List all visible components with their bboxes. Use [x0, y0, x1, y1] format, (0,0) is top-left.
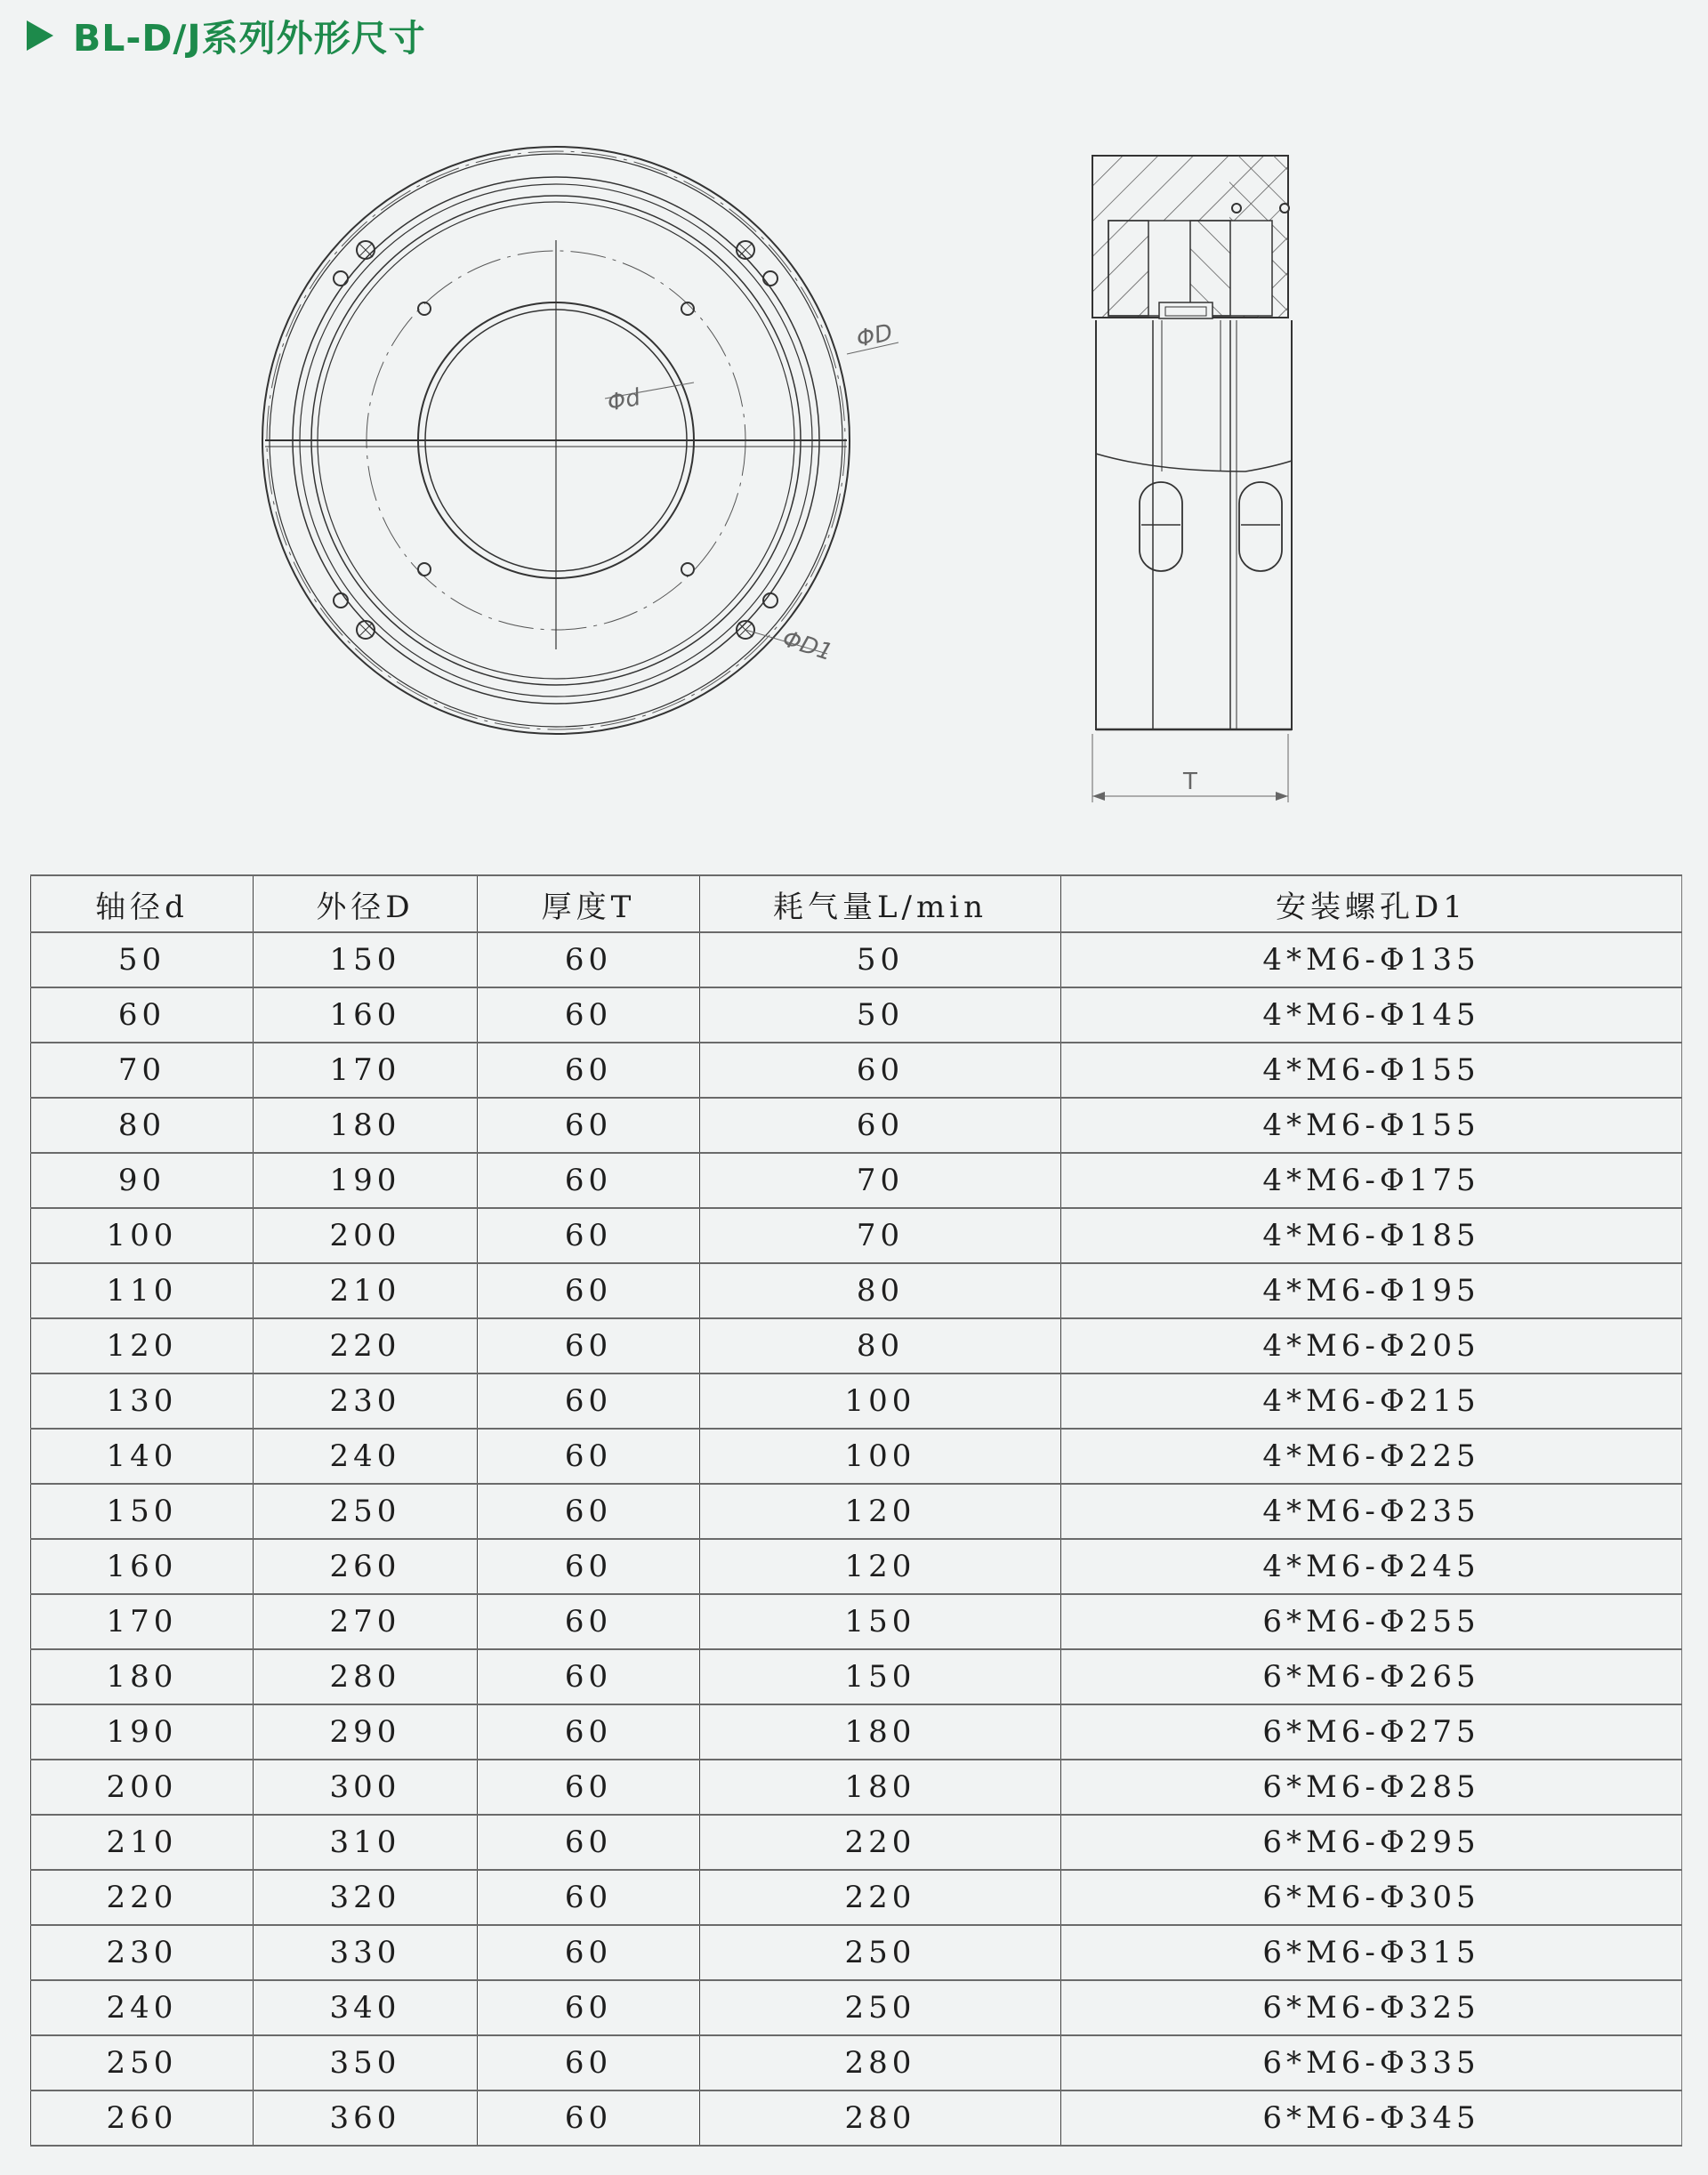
table-row — [31, 2090, 1682, 2146]
table-body — [31, 932, 1682, 2146]
table-cell: 60 — [478, 1539, 700, 1594]
table-cell: 60 — [478, 1980, 700, 2035]
table-cell: 160 — [31, 1539, 254, 1594]
table-cell: 90 — [31, 1153, 254, 1208]
table-cell: 60 — [700, 1098, 1061, 1153]
table-cell: 6*M6-Φ265 — [1061, 1649, 1682, 1704]
table-cell: 60 — [478, 2035, 700, 2090]
table-cell: 340 — [254, 1980, 478, 2035]
table-row — [31, 1980, 1682, 2035]
section-title — [27, 9, 426, 61]
table-cell: 6*M6-Φ305 — [1061, 1870, 1682, 1925]
triangle-arrow-icon — [27, 20, 53, 51]
table-cell: 180 — [254, 1098, 478, 1153]
table-row — [31, 1043, 1682, 1098]
technical-drawing — [0, 116, 1708, 827]
table-cell: 4*M6-Φ215 — [1061, 1373, 1682, 1429]
table-row — [31, 1649, 1682, 1704]
table-cell: 60 — [478, 1429, 700, 1484]
table-cell: 220 — [254, 1318, 478, 1373]
table-cell: 220 — [700, 1815, 1061, 1870]
table-cell: 4*M6-Φ245 — [1061, 1539, 1682, 1594]
column-header: 轴径d — [31, 875, 254, 932]
table-cell: 60 — [478, 1649, 700, 1704]
table-cell: 60 — [478, 1925, 700, 1980]
table-cell: 4*M6-Φ205 — [1061, 1318, 1682, 1373]
table-cell: 160 — [254, 987, 478, 1043]
table-row — [31, 1208, 1682, 1263]
table-cell: 220 — [700, 1870, 1061, 1925]
table-cell: 6*M6-Φ285 — [1061, 1760, 1682, 1815]
table-row — [31, 1484, 1682, 1539]
table-row — [31, 1373, 1682, 1429]
table-cell: 50 — [700, 987, 1061, 1043]
table-cell: 60 — [478, 1043, 700, 1098]
table-cell: 6*M6-Φ255 — [1061, 1594, 1682, 1649]
table-cell: 80 — [31, 1098, 254, 1153]
table-cell: 4*M6-Φ155 — [1061, 1043, 1682, 1098]
table-row — [31, 1760, 1682, 1815]
table-cell: 60 — [700, 1043, 1061, 1098]
table-cell: 60 — [478, 1594, 700, 1649]
table-cell: 270 — [254, 1594, 478, 1649]
table-cell: 50 — [31, 932, 254, 987]
table-cell: 80 — [700, 1263, 1061, 1318]
table-cell: 110 — [31, 1263, 254, 1318]
drawing-svg — [0, 116, 1708, 827]
table-cell: 260 — [31, 2090, 254, 2146]
table-cell: 260 — [254, 1539, 478, 1594]
table-cell: 80 — [700, 1318, 1061, 1373]
table-cell: 320 — [254, 1870, 478, 1925]
table-cell: 210 — [254, 1263, 478, 1318]
table-cell: 60 — [478, 987, 700, 1043]
table-cell: 6*M6-Φ335 — [1061, 2035, 1682, 2090]
table-cell: 150 — [700, 1594, 1061, 1649]
table-cell: 140 — [31, 1429, 254, 1484]
table-cell: 130 — [31, 1373, 254, 1429]
table-cell: 280 — [700, 2090, 1061, 2146]
table-cell: 100 — [31, 1208, 254, 1263]
table-cell: 4*M6-Φ135 — [1061, 932, 1682, 987]
table-cell: 60 — [478, 1098, 700, 1153]
table-cell: 310 — [254, 1815, 478, 1870]
table-cell: 180 — [700, 1760, 1061, 1815]
table-cell: 6*M6-Φ345 — [1061, 2090, 1682, 2146]
table-cell: 200 — [31, 1760, 254, 1815]
table-cell: 150 — [700, 1649, 1061, 1704]
table-row — [31, 1098, 1682, 1153]
table-cell: 150 — [31, 1484, 254, 1539]
table-cell: 60 — [478, 2090, 700, 2146]
table-cell: 350 — [254, 2035, 478, 2090]
table-cell: 120 — [700, 1484, 1061, 1539]
table-cell: 230 — [31, 1925, 254, 1980]
table-cell: 300 — [254, 1760, 478, 1815]
table-cell: 4*M6-Φ185 — [1061, 1208, 1682, 1263]
table-cell: 60 — [478, 1870, 700, 1925]
table-cell: 200 — [254, 1208, 478, 1263]
section-title-text: BL-D/J系列外形尺寸 — [73, 17, 426, 60]
table-cell: 4*M6-Φ175 — [1061, 1153, 1682, 1208]
label-T: T — [1183, 769, 1197, 795]
table-row — [31, 1429, 1682, 1484]
table-cell: 4*M6-Φ155 — [1061, 1098, 1682, 1153]
table-cell: 60 — [478, 1263, 700, 1318]
table-cell: 220 — [31, 1870, 254, 1925]
table-cell: 190 — [254, 1153, 478, 1208]
table-cell: 60 — [478, 1153, 700, 1208]
table-cell: 180 — [31, 1649, 254, 1704]
table-row — [31, 1539, 1682, 1594]
label-D: ΦD — [854, 319, 896, 353]
table-cell: 100 — [700, 1373, 1061, 1429]
table-cell: 60 — [478, 1760, 700, 1815]
table-header-row — [31, 875, 1682, 932]
table-cell: 50 — [700, 932, 1061, 987]
table-cell: 170 — [31, 1594, 254, 1649]
table-cell: 70 — [31, 1043, 254, 1098]
table-cell: 4*M6-Φ235 — [1061, 1484, 1682, 1539]
table-cell: 4*M6-Φ195 — [1061, 1263, 1682, 1318]
table-row — [31, 1870, 1682, 1925]
table-cell: 60 — [31, 987, 254, 1043]
table-cell: 150 — [254, 932, 478, 987]
table-cell: 70 — [700, 1153, 1061, 1208]
table-cell: 170 — [254, 1043, 478, 1098]
table-cell: 180 — [700, 1704, 1061, 1760]
table-cell: 6*M6-Φ315 — [1061, 1925, 1682, 1980]
table-cell: 6*M6-Φ325 — [1061, 1980, 1682, 2035]
table-cell: 280 — [700, 2035, 1061, 2090]
table-cell: 210 — [31, 1815, 254, 1870]
label-d: Φd — [605, 383, 643, 417]
table-cell: 240 — [254, 1429, 478, 1484]
table-cell: 120 — [700, 1539, 1061, 1594]
table-cell: 60 — [478, 1815, 700, 1870]
table-row — [31, 987, 1682, 1043]
table-row — [31, 1815, 1682, 1870]
side-view — [1092, 156, 1292, 802]
table-cell: 60 — [478, 1704, 700, 1760]
table-row — [31, 2035, 1682, 2090]
table-cell: 330 — [254, 1925, 478, 1980]
table-cell: 290 — [254, 1704, 478, 1760]
table-cell: 60 — [478, 1318, 700, 1373]
table-cell: 250 — [31, 2035, 254, 2090]
table-row — [31, 1318, 1682, 1373]
table-cell: 100 — [700, 1429, 1061, 1484]
table-cell: 240 — [31, 1980, 254, 2035]
table-cell: 60 — [478, 1208, 700, 1263]
table-row — [31, 1153, 1682, 1208]
table-cell: 360 — [254, 2090, 478, 2146]
table-cell: 4*M6-Φ145 — [1061, 987, 1682, 1043]
column-header: 安装螺孔D1 — [1061, 875, 1682, 932]
table-row — [31, 1704, 1682, 1760]
column-header: 外径D — [254, 875, 478, 932]
table-cell: 60 — [478, 1373, 700, 1429]
column-header: 厚度T — [478, 875, 700, 932]
table-row — [31, 1925, 1682, 1980]
table-cell: 280 — [254, 1649, 478, 1704]
table-cell: 60 — [478, 932, 700, 987]
table-row — [31, 1594, 1682, 1649]
table-row — [31, 932, 1682, 987]
table-cell: 250 — [700, 1925, 1061, 1980]
table-cell: 4*M6-Φ225 — [1061, 1429, 1682, 1484]
table-cell: 120 — [31, 1318, 254, 1373]
table-cell: 70 — [700, 1208, 1061, 1263]
table-row — [31, 1263, 1682, 1318]
label-D1: ΦD1 — [778, 625, 836, 667]
table-cell: 60 — [478, 1484, 700, 1539]
table-cell: 250 — [254, 1484, 478, 1539]
table-cell: 190 — [31, 1704, 254, 1760]
table-cell: 6*M6-Φ295 — [1061, 1815, 1682, 1870]
table-cell: 6*M6-Φ275 — [1061, 1704, 1682, 1760]
column-header: 耗气量L/min — [700, 875, 1061, 932]
table-cell: 250 — [700, 1980, 1061, 2035]
spec-table — [30, 874, 1682, 2147]
table-cell: 230 — [254, 1373, 478, 1429]
